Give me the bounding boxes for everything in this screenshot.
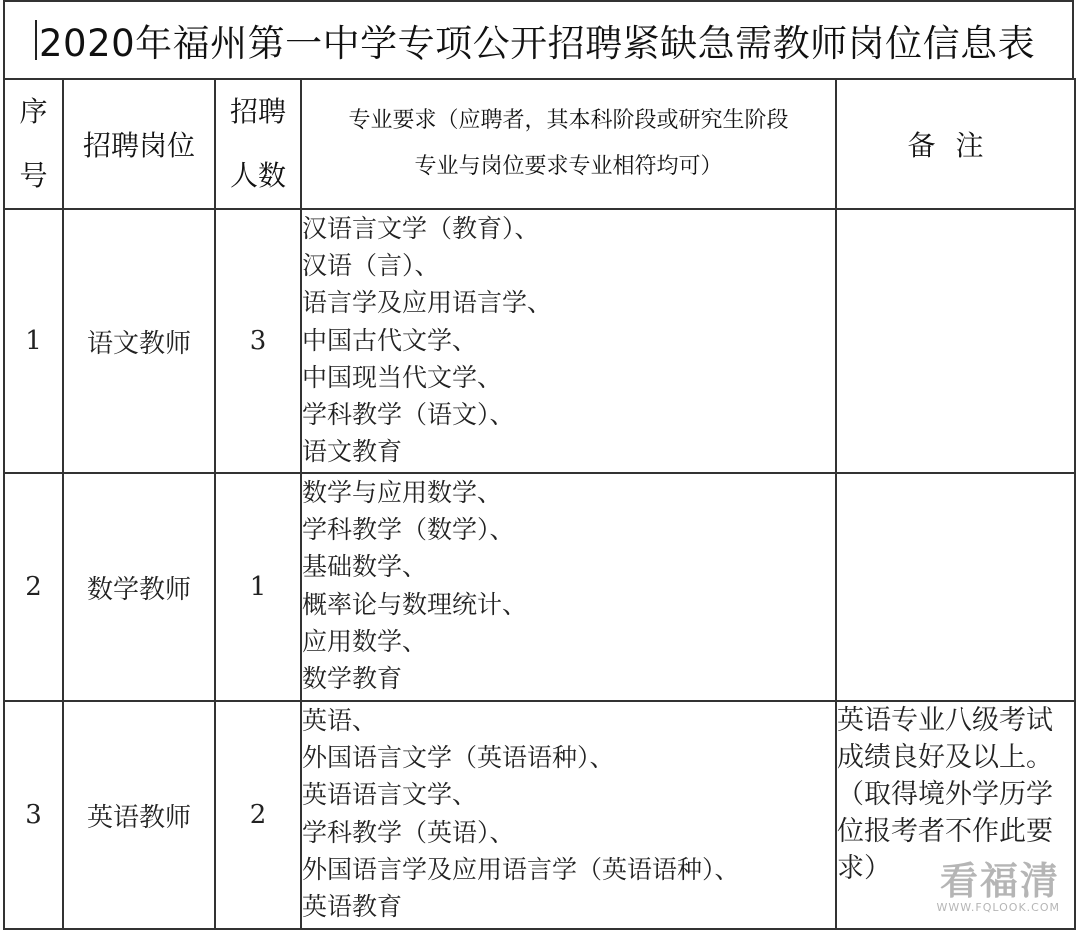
requirement-item: 数学与应用数学、 (302, 478, 503, 507)
row-requirements (301, 701, 836, 929)
row-position: 英语教师 (63, 701, 215, 929)
row-count: 3 (215, 209, 301, 473)
row-count: 2 (215, 701, 301, 929)
requirement-item: 语言学及应用语言学、 (302, 288, 553, 318)
requirement-item: 外国语言学及应用语言学（英语语种）、 (302, 854, 740, 884)
row-number: 1 (4, 209, 63, 473)
table-row (4, 701, 1075, 929)
row-count: 1 (215, 473, 301, 701)
table-row (4, 473, 1075, 701)
row-note (836, 209, 1075, 473)
row-position: 语文教师 (63, 209, 215, 473)
header-note: 备注 (836, 79, 1075, 209)
requirement-item: 学科教学（数学）、 (302, 515, 515, 545)
header-number: 序 号 (4, 79, 63, 209)
page-title: 2020年福州第一中学专项公开招聘紧缺急需教师岗位信息表 (39, 22, 1036, 65)
header-requirement: 专业要求（应聘者，其本科阶段或研究生阶段 专业与岗位要求专业相符均可） (301, 79, 836, 209)
text-cursor (35, 20, 37, 60)
watermark (937, 850, 1060, 914)
requirement-item: 英语语言文学、 (302, 780, 478, 810)
positions-table (3, 78, 1076, 930)
header-position: 招聘岗位 (63, 79, 215, 209)
table-header-row (4, 79, 1075, 209)
watermark-site: WWW.FQLOOK.COM (936, 901, 1060, 914)
title-bar (3, 0, 1074, 78)
requirement-item: 学科教学（英语）、 (302, 817, 515, 847)
header-count: 招聘 人数 (215, 79, 301, 209)
row-requirements (301, 473, 836, 701)
row-number: 3 (4, 701, 63, 929)
watermark-logo-text: 看福清 (939, 859, 1060, 903)
requirement-item: 汉语言文学（教育）、 (302, 214, 540, 243)
requirement-item: 英语教育 (302, 892, 403, 922)
row-position: 数学教师 (63, 473, 215, 701)
requirement-item: 中国古代文学、 (302, 325, 478, 355)
table-row (4, 209, 1075, 473)
requirement-item: 中国现当代文学、 (302, 362, 503, 392)
requirement-item: 应用数学、 (302, 626, 428, 656)
row-requirements (301, 209, 836, 473)
requirement-item: 概率论与数理统计、 (302, 589, 528, 619)
requirement-item: 语文教育 (302, 437, 403, 467)
requirement-item: 英语、 (302, 706, 378, 735)
requirement-item: 外国语言文学（英语语种）、 (302, 743, 615, 773)
row-number: 2 (4, 473, 63, 701)
requirement-item: 数学教育 (302, 664, 403, 694)
requirement-item: 基础数学、 (302, 552, 428, 582)
requirement-item: 汉语（言）、 (302, 251, 440, 281)
row-note: 英语专业八级考试成绩良好及以上。（取得境外学历学位报考者不作此要求） (836, 701, 1075, 929)
requirement-item: 学科教学（语文）、 (302, 400, 515, 430)
row-note (836, 473, 1075, 701)
